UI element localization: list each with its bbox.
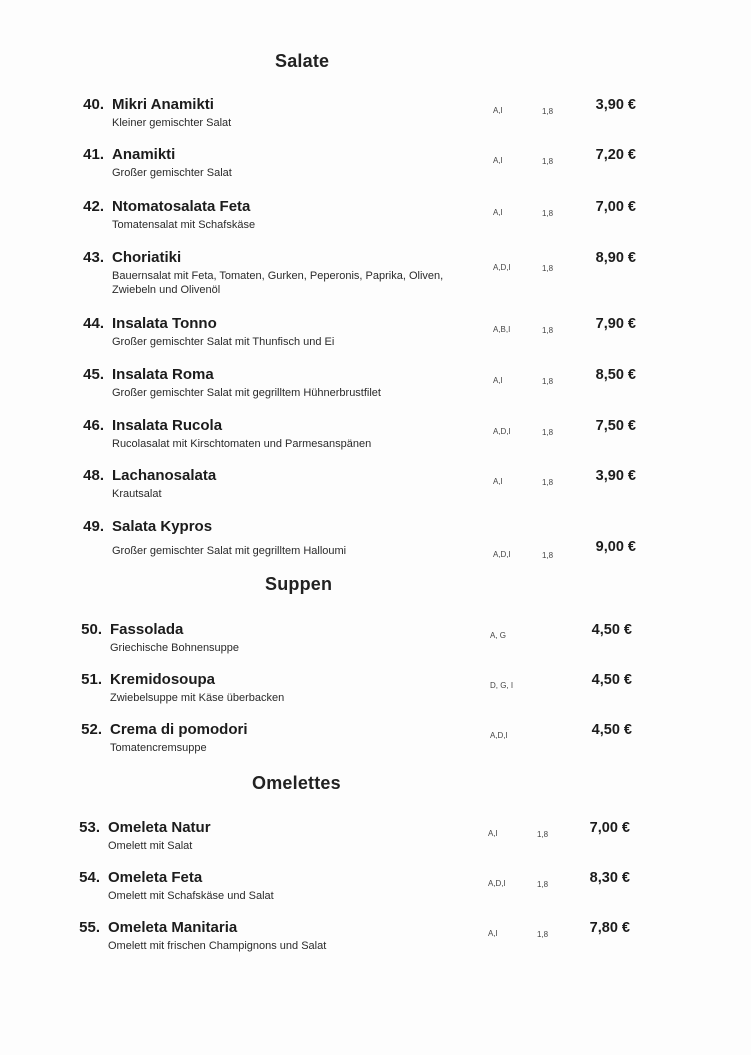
item-number: 40. bbox=[83, 96, 104, 113]
item-number: 55. bbox=[79, 919, 100, 936]
item-additives: 1,8 bbox=[542, 377, 554, 386]
item-name: Insalata Roma bbox=[112, 366, 214, 383]
item-allergens: A,I bbox=[493, 477, 503, 486]
item-additives: 1,8 bbox=[542, 264, 554, 273]
item-name: Anamikti bbox=[112, 146, 176, 163]
item-additives: 1,8 bbox=[542, 551, 554, 560]
item-description: Tomatencremsuppe bbox=[110, 742, 207, 754]
item-allergens: A,I bbox=[493, 376, 503, 385]
item-number: 48. bbox=[83, 467, 104, 484]
item-description: Großer gemischter Salat mit gegrilltem Hühnerbrustfilet bbox=[112, 387, 381, 399]
item-additives: 1,8 bbox=[542, 428, 554, 437]
item-allergens: A,I bbox=[488, 829, 498, 838]
item-additives: 1,8 bbox=[542, 107, 554, 116]
item-number: 54. bbox=[79, 869, 100, 886]
item-allergens: A,D,I bbox=[493, 263, 511, 272]
item-allergens: A, G bbox=[490, 631, 507, 640]
item-number: 51. bbox=[81, 671, 102, 688]
item-price: 8,30 € bbox=[589, 870, 630, 886]
item-name: Salata Kypros bbox=[112, 518, 213, 535]
item-number: 42. bbox=[83, 198, 104, 215]
item-description: Rucolasalat mit Kirschtomaten und Parmesanspänen bbox=[112, 438, 372, 450]
item-description: Großer gemischter Salat mit gegrilltem Halloumi bbox=[112, 545, 347, 557]
item-allergens: A,I bbox=[493, 156, 503, 165]
item-name: Ntomatosalata Feta bbox=[112, 198, 251, 215]
item-price: 4,50 € bbox=[591, 622, 632, 638]
item-price: 8,90 € bbox=[595, 250, 636, 266]
item-allergens: A,D,I bbox=[488, 879, 506, 888]
item-allergens: D, G, I bbox=[490, 681, 514, 690]
item-description: Tomatensalat mit Schafskäse bbox=[112, 219, 256, 231]
item-allergens: A,B,I bbox=[493, 325, 511, 334]
item-price: 3,90 € bbox=[595, 468, 636, 484]
menu-item bbox=[0, 621, 751, 661]
item-allergens: A,I bbox=[493, 106, 503, 115]
item-number: 41. bbox=[83, 146, 104, 163]
item-additives: 1,8 bbox=[537, 930, 549, 939]
item-number: 43. bbox=[83, 249, 104, 266]
item-name: Omeleta Natur bbox=[108, 819, 211, 836]
item-price: 7,20 € bbox=[595, 147, 636, 163]
item-additives: 1,8 bbox=[542, 478, 554, 487]
menu-item bbox=[0, 467, 751, 507]
item-description: Großer gemischter Salat mit Thunfisch und Ei bbox=[112, 336, 335, 348]
item-additives: 1,8 bbox=[542, 157, 554, 166]
item-price: 8,50 € bbox=[595, 367, 636, 383]
item-price: 4,50 € bbox=[591, 672, 632, 688]
item-price: 7,50 € bbox=[595, 418, 636, 434]
item-name: Fassolada bbox=[110, 621, 184, 638]
menu-item bbox=[0, 417, 751, 457]
item-description: Omelett mit Salat bbox=[108, 840, 193, 852]
item-allergens: A,D,I bbox=[493, 427, 511, 436]
section-title-suppen: Suppen bbox=[265, 574, 333, 594]
item-allergens: A,D,I bbox=[493, 550, 511, 559]
item-allergens: A,D,I bbox=[490, 731, 508, 740]
item-description: Krautsalat bbox=[112, 488, 162, 500]
menu-item bbox=[0, 249, 751, 296]
item-name: Insalata Rucola bbox=[112, 417, 223, 434]
menu-item bbox=[0, 518, 751, 558]
item-name: Crema di pomodori bbox=[110, 721, 248, 738]
item-description: Griechische Bohnensuppe bbox=[110, 642, 240, 654]
item-price: 7,90 € bbox=[595, 316, 636, 332]
menu-item bbox=[0, 198, 751, 238]
item-price: 4,50 € bbox=[591, 722, 632, 738]
menu-item bbox=[0, 96, 751, 136]
menu-item bbox=[0, 315, 751, 355]
menu-item bbox=[0, 819, 751, 859]
item-description: Zwiebelsuppe mit Käse überbacken bbox=[110, 692, 285, 704]
item-description: Omelett mit frischen Champignons und Salat bbox=[108, 940, 327, 952]
item-additives: 1,8 bbox=[542, 209, 554, 218]
item-allergens: A,I bbox=[493, 208, 503, 217]
item-description: Kleiner gemischter Salat bbox=[112, 117, 232, 129]
item-name: Choriatiki bbox=[112, 249, 182, 266]
item-number: 53. bbox=[79, 819, 100, 836]
item-number: 44. bbox=[83, 315, 104, 332]
item-name: Omeleta Feta bbox=[108, 869, 203, 886]
item-additives: 1,8 bbox=[537, 830, 549, 839]
item-name: Insalata Tonno bbox=[112, 315, 217, 332]
item-name: Kremidosoupa bbox=[110, 671, 216, 688]
item-price: 7,80 € bbox=[589, 920, 630, 936]
item-number: 45. bbox=[83, 366, 104, 383]
item-number: 50. bbox=[81, 621, 102, 638]
item-description: Omelett mit Schafskäse und Salat bbox=[108, 890, 274, 902]
item-price: 7,00 € bbox=[589, 820, 630, 836]
item-allergens: A,I bbox=[488, 929, 498, 938]
menu-item bbox=[0, 146, 751, 186]
section-title-omelettes: Omelettes bbox=[252, 773, 341, 793]
menu-item bbox=[0, 721, 751, 761]
item-additives: 1,8 bbox=[537, 880, 549, 889]
item-name: Lachanosalata bbox=[112, 467, 217, 484]
item-number: 49. bbox=[83, 518, 104, 535]
item-description: Zwiebeln und Olivenöl bbox=[112, 284, 221, 296]
section-title-salate: Salate bbox=[275, 51, 330, 71]
item-name: Omeleta Manitaria bbox=[108, 919, 238, 936]
item-number: 46. bbox=[83, 417, 104, 434]
menu-item bbox=[0, 919, 751, 959]
item-name: Mikri Anamikti bbox=[112, 96, 214, 113]
item-price: 9,00 € bbox=[595, 539, 636, 555]
menu-item bbox=[0, 366, 751, 406]
item-price: 7,00 € bbox=[595, 199, 636, 215]
item-additives: 1,8 bbox=[542, 326, 554, 335]
item-number: 52. bbox=[81, 721, 102, 738]
menu-item bbox=[0, 869, 751, 909]
item-price: 3,90 € bbox=[595, 97, 636, 113]
item-description: Großer gemischter Salat bbox=[112, 167, 232, 179]
item-description: Bauernsalat mit Feta, Tomaten, Gurken, Peperonis, Paprika, Oliven, bbox=[112, 270, 444, 282]
menu-item bbox=[0, 671, 751, 711]
